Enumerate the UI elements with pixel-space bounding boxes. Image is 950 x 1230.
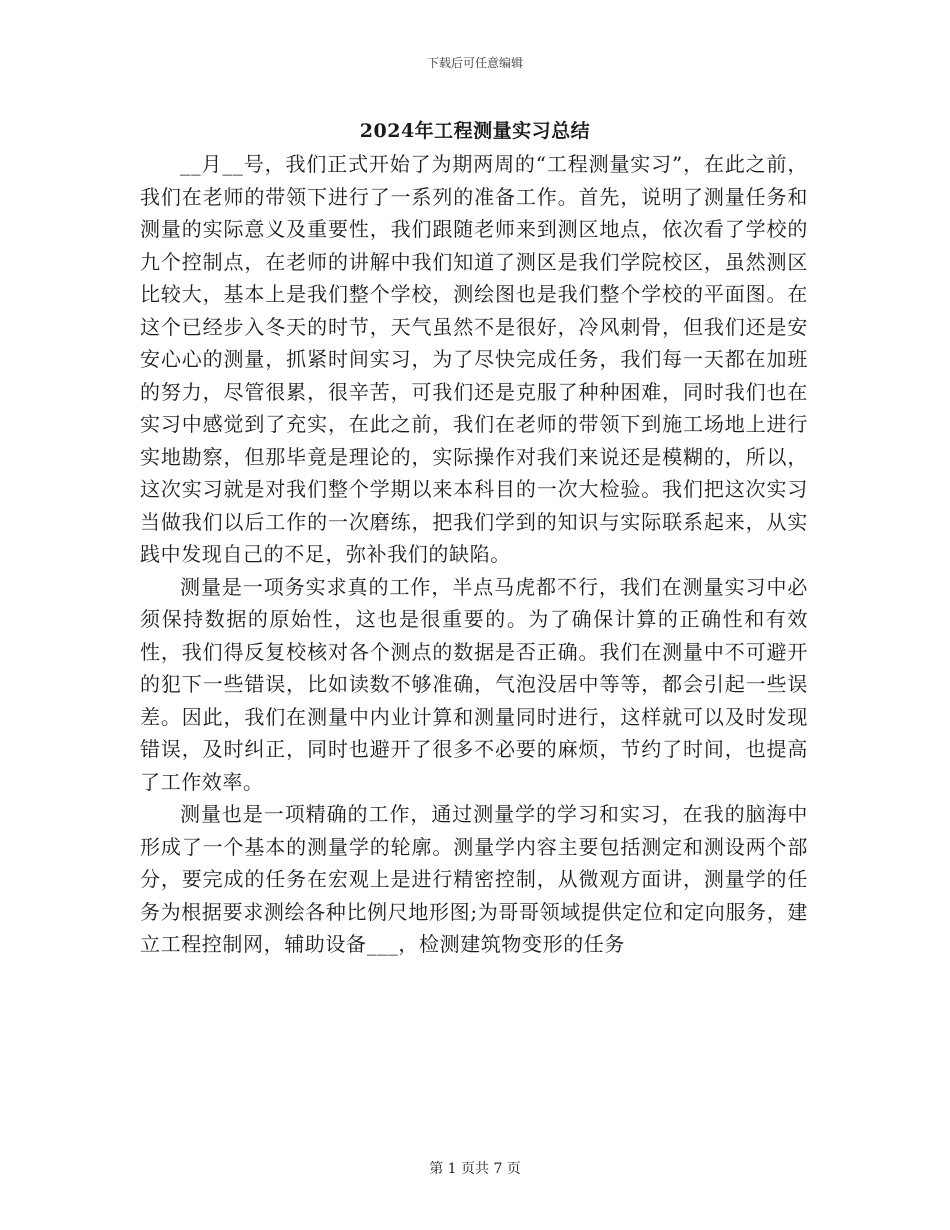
header-note: 下载后可任意编辑 — [426, 56, 523, 70]
paragraph: __月__号，我们正式开始了为期两周的“工程测量实习”，在此之前，我们在老师的带领下进行了一系列的准备工作。首先，说明了测量任务和测量的实际意义及重要性，我们跟随老师来到测区地点，依次看了学校的九个控制点，在老师的讲解中我们知道了测区是我们学院校区，虽然测区比较大，基本上是我们整个学校，测绘图也是我们整个学校的平面图。在这个已经步入冬天的时节，天气虽然不是很好，冷风刺骨，但我们还是安安心心的测量，抓紧时间实习，为了尽快完成任务，我们每一天都在加班的努力，尽管很累，很辛苦，可我们还是克服了种种困难，同时我们也在实习中感觉到了充实，在此之前，我们在老师的带领下到施工场地上进行实地勘察，但那毕竟是理论的，实际操作对我们来说还是模糊的，所以，这次实习就是对我们整个学期以来本科目的一次大检验。我们把这次实习当做我们以后工作的一次磨练，把我们学到的知识与实际联系起来，从实践中发现自己的不足，弥补我们的缺陷。 — [140, 152, 808, 566]
document-title: 2024年工程测量实习总结 — [359, 120, 591, 142]
paragraph: 测量也是一项精确的工作，通过测量学的学习和实习，在我的脑海中形成了一个基本的测量学的轮廓。测量学内容主要包括测定和测设两个部分，要完成的任务在宏观上是进行精密控制，从微观方面讲，测量学的任务为根据要求测绘各种比例尺地形图;为哥哥领域提供定位和定向服务，建立工程控制网，辅助设备___，检测建筑物变形的任务 — [140, 802, 808, 956]
page-number: 第 1 页共 7 页 — [429, 1161, 521, 1177]
document-body — [140, 148, 808, 961]
paragraph: 测量是一项务实求真的工作，半点马虎都不行，我们在测量实习中必须保持数据的原始性，这也是很重要的。为了确保计算的正确性和有效性，我们得反复校核对各个测点的数据是否正确。我们在测量中不可避开的犯下一些错误，比如读数不够准确，气泡没居中等等，都会引起一些误差。因此，我们在测量中内业计算和测量同时进行，这样就可以及时发现错误，及时纠正，同时也避开了很多不必要的麻烦，节约了时间，也提高了工作效率。 — [140, 574, 808, 794]
